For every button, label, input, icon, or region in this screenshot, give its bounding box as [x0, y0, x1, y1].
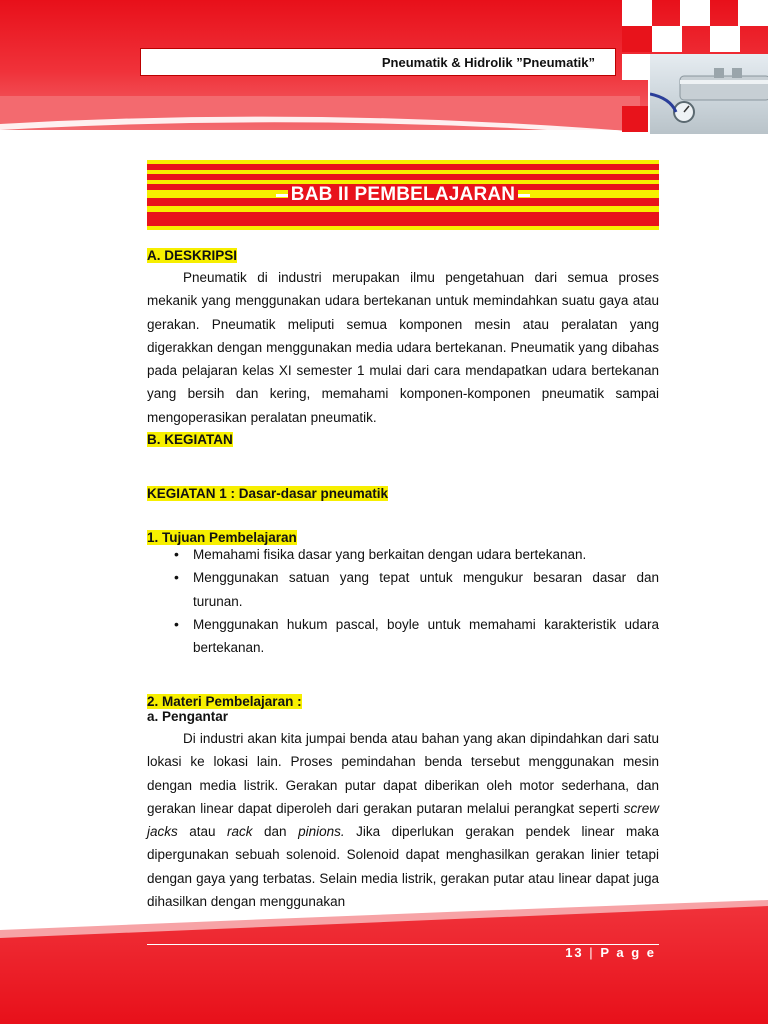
materi-heading: 2. Materi Pembelajaran :	[147, 694, 302, 709]
tujuan-heading: 1. Tujuan Pembelajaran	[147, 530, 297, 545]
header-title-text: Pneumatik & Hidrolik ”Pneumatik”	[381, 54, 595, 70]
chapter-title: BAB II PEMBELAJARAN	[288, 184, 518, 206]
tujuan-list	[147, 543, 659, 659]
kegiatan-heading: KEGIATAN 1 : Dasar-dasar pneumatik	[147, 486, 389, 501]
section-b-heading: B. KEGIATAN	[147, 432, 233, 447]
page-number-value: 13	[565, 945, 584, 960]
list-item: • Menggunakan hukum pascal, boyle untuk memahami karakteristik udara bertekanan.	[147, 613, 659, 660]
list-item: • Menggunakan satuan yang tepat untuk mengukur besaran dasar dan turunan.	[147, 566, 659, 613]
list-item: • Memahami fisika dasar yang berkaitan dengan udara bertekanan.	[147, 543, 659, 566]
header-wave	[0, 96, 640, 156]
footer-band	[0, 900, 768, 1024]
pengantar-heading: a. Pengantar	[147, 709, 229, 724]
page-separator: |	[589, 945, 595, 960]
section-a-paragraph: Pneumatik di industri merupakan ilmu pengetahuan dari semua proses mekanik yang menggunakan udara bertekanan untuk memindahkan suatu gaya atau gerakan. Pneumatik meliputi semua komponen mesin atau peralatan yang digerakkan dengan menggunakan media udara bertekanan. Pneumatik yang dibahas pada pelajaran kelas XI semester 1 mulai dari cara mendapatkan udara bertekanan yang bersih dan kering, memahami komponen-komponen pneumatik sampai mengoperasikan peralatan pneumatik.	[147, 270, 659, 425]
section-a-heading: A. DESKRIPSI	[147, 248, 238, 263]
pneumatic-cylinder-photo	[648, 54, 768, 134]
document-header-title	[140, 48, 616, 76]
chapter-banner	[147, 160, 659, 230]
page-label: P a g e	[600, 945, 656, 960]
pengantar-paragraph: Di industri akan kita jumpai benda atau bahan yang akan dipindahkan dari satu lokasi ke lokasi lain. Proses pemindahan benda tersebut menggunakan mesin dengan media listrik. Gerakan putar dapat diberikan oleh motor sederhana, dan gerakan linear dapat diperoleh dari gerakan putaran melalui perangkat seperti screw jacks atau rack dan pinions. Jika diperlukan gerakan pendek linear maka dipergunakan sebuah solenoid. Solenoid dapat menghasilkan gerakan linier tetapi dengan gaya yang terbatas. Selain media listrik, gerakan putar atau linear dapat juga dihasilkan dengan menggunakan	[147, 731, 659, 910]
page-number	[520, 945, 656, 960]
